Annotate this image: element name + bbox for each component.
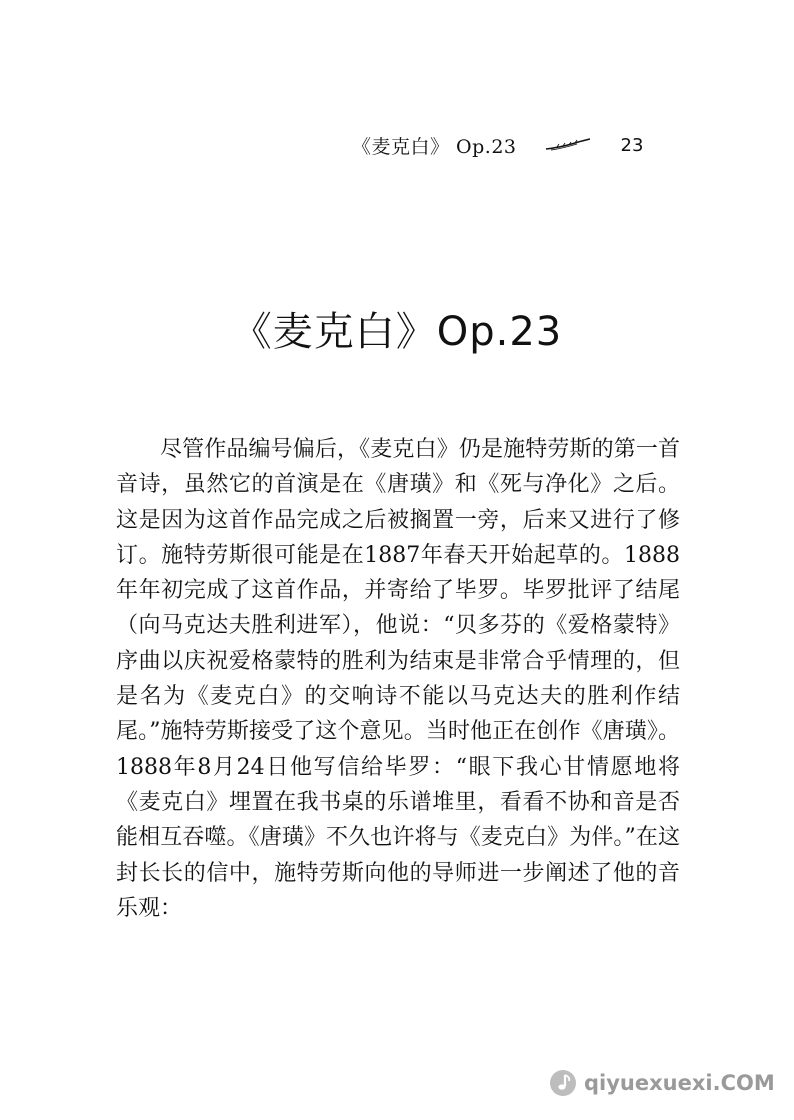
music-note-logo-icon <box>548 1068 578 1098</box>
watermark-text: qiyuexuexi.COM <box>584 1071 775 1095</box>
running-head-title: 《麦克白》 Op.23 <box>352 135 517 158</box>
chapter-title: 《麦克白》Op.23 <box>231 309 563 355</box>
watermark <box>548 1068 775 1098</box>
running-head <box>352 128 652 162</box>
ornament-icon <box>545 138 591 152</box>
body-paragraph: 尽管作品编号偏后，《麦克白》仍是施特劳斯的第一首音诗，虽然它的首演是在《唐璜》和《死与净化》之后。这是因为这首作品完成之后被搁置一旁，后来又进行了修订。施特劳斯很可能是在1887年春天开始起草的。1888年年初完成了这首作品，并寄给了毕罗。毕罗批评了结尾（向马克达夫胜利进军），他说：“贝多芬的《爱格蒙特》序曲以庆祝爱格蒙特的胜利为结束是非常合乎情理的，但是名为《麦克白》的交响诗不能以马克达夫的胜利作结尾。”施特劳斯接受了这个意见。当时他正在创作《唐璜》。1888年8月24日他写信给毕罗：“眼下我心甘情愿地将《麦克白》埋置在我书桌的乐谱堆里，看看不协和音是否能相互吞噬。《唐璜》不久也许将与《麦克白》为伴。”在这封长长的信中，施特劳斯向他的导师进一步阐述了他的音乐观： <box>116 437 680 921</box>
page-number: 23 <box>620 134 644 156</box>
